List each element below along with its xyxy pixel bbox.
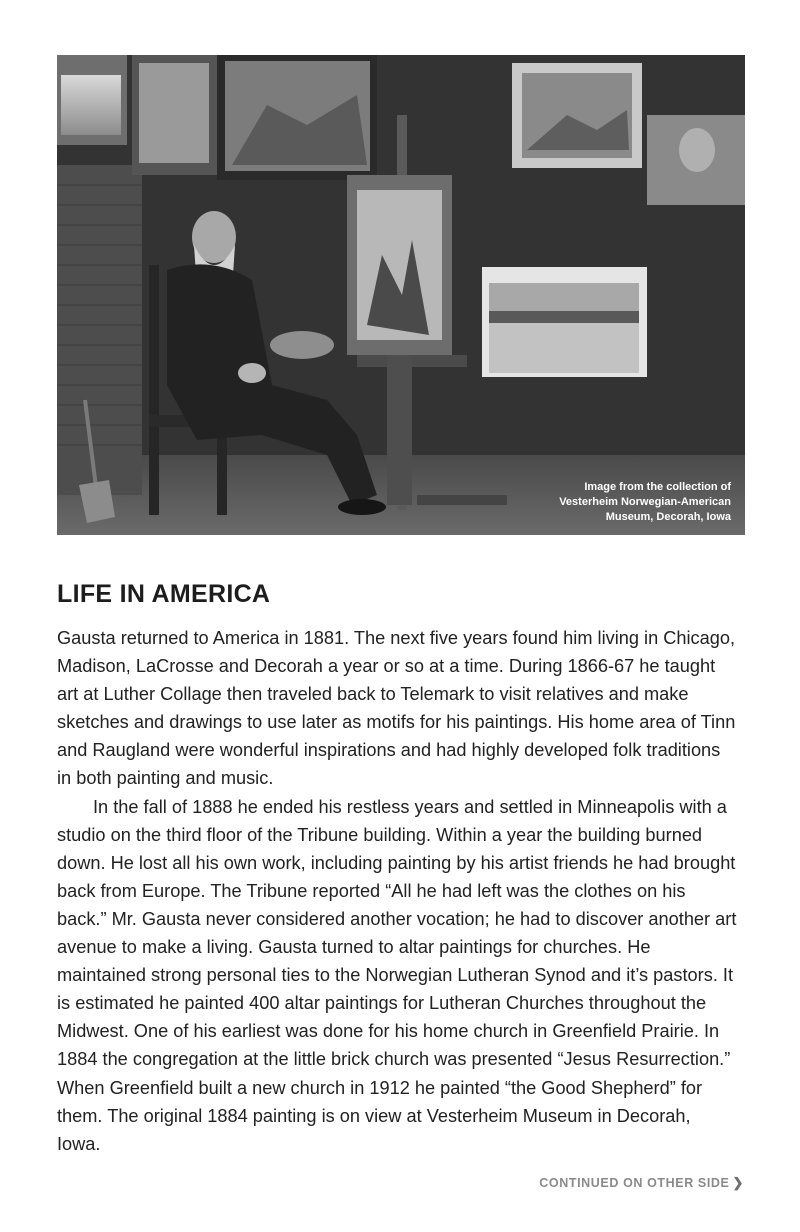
caption-line: Vesterheim Norwegian-American (559, 496, 731, 508)
section-title: LIFE IN AMERICA (57, 580, 271, 608)
continued-link[interactable] (539, 1175, 744, 1191)
caption-line: Image from the collection of (584, 481, 731, 493)
article-body (57, 624, 737, 1158)
caption-line: Museum, Decorah, Iowa (605, 511, 731, 523)
photo-illustration (57, 55, 745, 535)
chevron-right-icon: ❯ (732, 1175, 744, 1190)
continued-label: CONTINUED ON OTHER SIDE (539, 1176, 730, 1190)
photo-credit-caption (559, 480, 731, 525)
studio-photograph (57, 55, 745, 535)
body-paragraph: In the fall of 1888 he ended his restless years and settled in Minneapolis with a studio on the third floor of the Tribune building. Within a year the building burned down. He lost all his own work, including painting by his artist friends he had brought back from Europe. The Tribune reported “All he had left was the clothes on his back.” Mr. Gausta never considered another vocation; he had to discover another art avenue to make a living. Gausta turned to altar paintings for churches. He maintained strong personal ties to the Norwegian Lutheran Synod and it’s pastors. It is estimated he painted 400 altar paintings for Lutheran Churches throughout the Midwest. One of his earliest was done for his home church in Greenfield Prairie. In 1884 the congregation at the little brick church was presented “Jesus Resurrection.” When Greenfield built a new church in 1912 he painted “the Good Shepherd” for them. The original 1884 painting is on view at Vesterheim Museum in Decorah, Iowa. (57, 796, 737, 1154)
body-paragraph: Gausta returned to America in 1881. The next five years found him living in Chicago, Madison, LaCrosse and Decorah a year or so at a time. During 1866-67 he taught art at Luther Collage then traveled back to Telemark to visit relatives and make sketches and drawings to use later as motifs for his paintings. His home area of Tinn and Raugland were wonderful inspirations and had highly developed folk traditions in both painting and music. (57, 628, 736, 789)
